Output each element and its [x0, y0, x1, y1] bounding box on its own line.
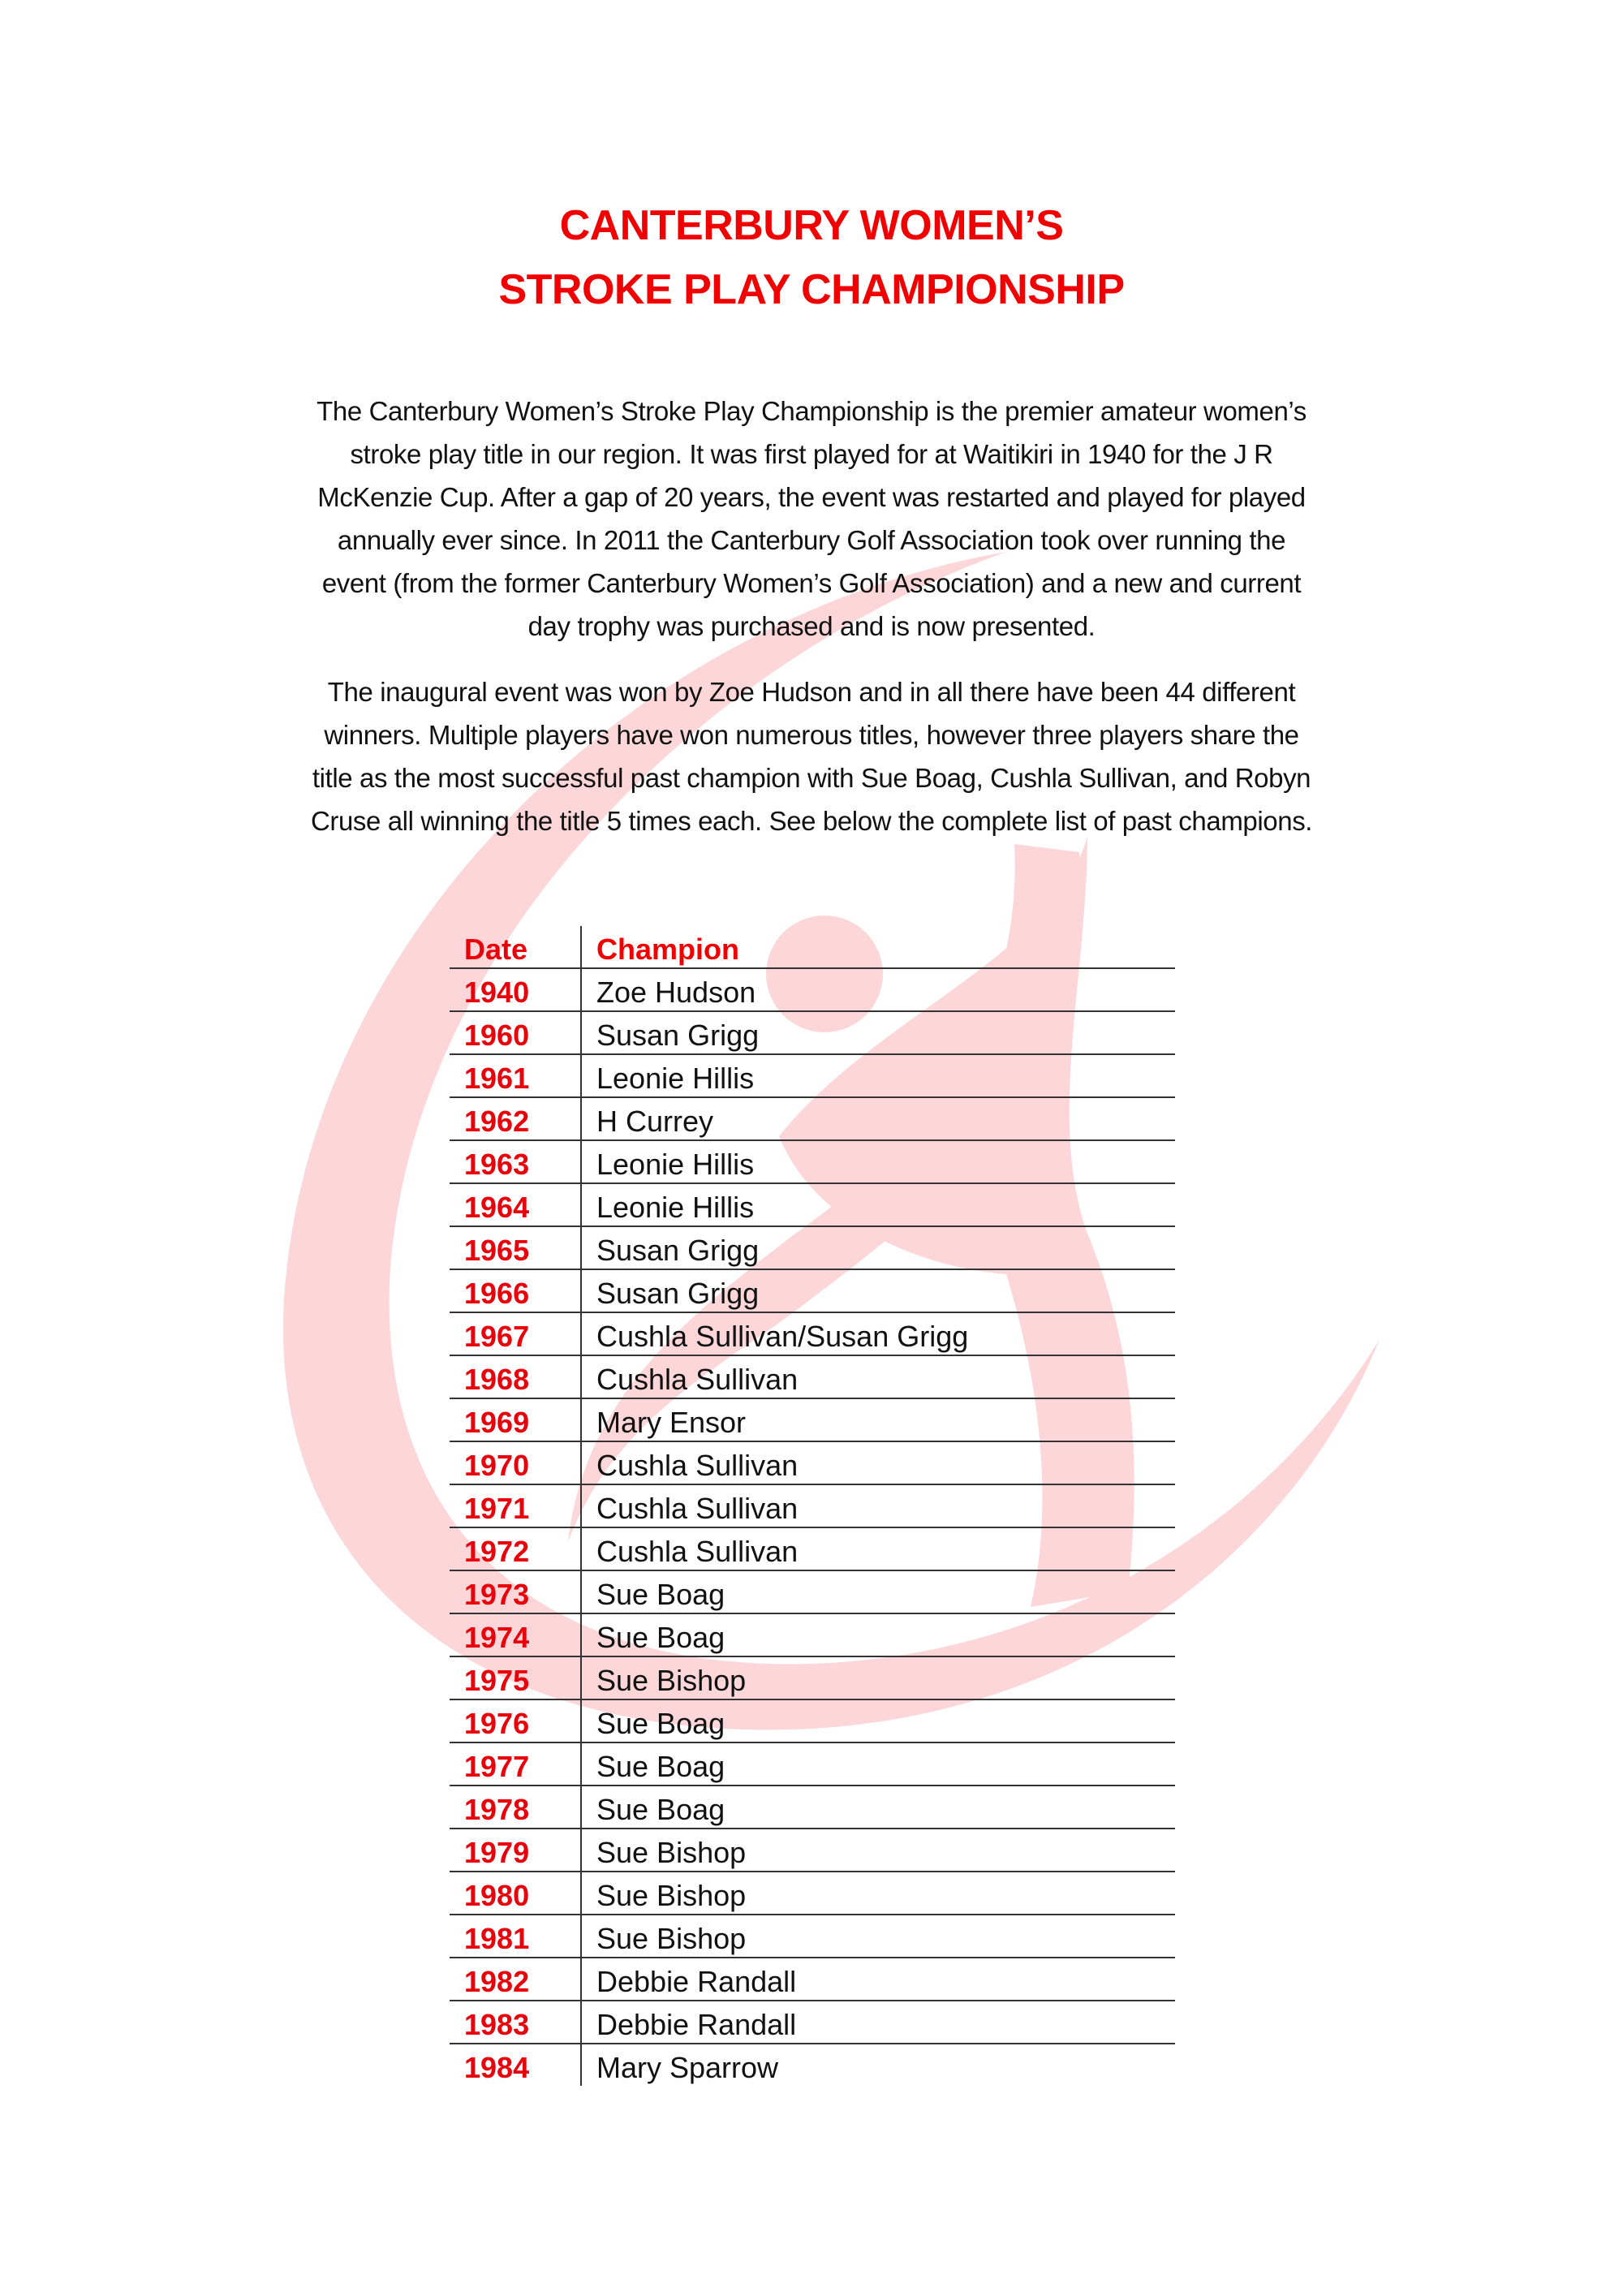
summary-paragraph — [179, 670, 1444, 842]
text-line: winners. Multiple players have won numerous titles, however three players share the — [324, 720, 1299, 750]
year-cell: 1960 — [450, 1011, 581, 1054]
text-line: The Canterbury Women’s Stroke Play Championship is the premier amateur women’s — [316, 396, 1307, 426]
table-row — [450, 1226, 1175, 1269]
champion-cell: Cushla Sullivan/Susan Grigg — [581, 1312, 1175, 1355]
table-row — [450, 1742, 1175, 1786]
date-column-header: Date — [450, 926, 581, 968]
champion-cell: H Currey — [581, 1097, 1175, 1140]
champion-cell: Cushla Sullivan — [581, 1484, 1175, 1527]
champion-cell: Susan Grigg — [581, 1269, 1175, 1312]
table-row — [450, 1570, 1175, 1613]
year-cell: 1963 — [450, 1140, 581, 1183]
table-row — [450, 1097, 1175, 1140]
champion-cell: Mary Sparrow — [596, 2051, 779, 2084]
champion-cell: Sue Bishop — [581, 1656, 1175, 1699]
champion-cell: Zoe Hudson — [581, 968, 1175, 1011]
year-cell: 1969 — [450, 1398, 581, 1441]
text-line: title as the most successful past champion with Sue Boag, Cushla Sullivan, and Robyn — [312, 763, 1311, 793]
year-cell: 1972 — [450, 1527, 581, 1570]
text-line: annually ever since. In 2011 the Canterbury Golf Association took over running the — [337, 525, 1286, 555]
year-cell: 1973 — [450, 1570, 581, 1613]
year-cell: 1940 — [450, 968, 581, 1011]
champion-cell: Sue Boag — [581, 1699, 1175, 1742]
champion-cell: Sue Bishop — [581, 1915, 1175, 1958]
table-row — [450, 1183, 1175, 1226]
page-title-line-1: CANTERBURY WOMEN’S — [559, 202, 1064, 249]
champion-cell: Leonie Hillis — [581, 1183, 1175, 1226]
champion-cell: Leonie Hillis — [581, 1140, 1175, 1183]
text-line: Cruse all winning the title 5 times each. See below the complete list of past champions. — [310, 806, 1313, 836]
champion-cell: Sue Boag — [581, 1786, 1175, 1829]
year-cell: 1964 — [450, 1183, 581, 1226]
year-cell: 1965 — [450, 1226, 581, 1269]
champion-column-header: Champion — [581, 926, 1175, 968]
table-row — [450, 1398, 1175, 1441]
champion-cell: Cushla Sullivan — [581, 1441, 1175, 1484]
year-cell: 1971 — [450, 1484, 581, 1527]
champion-cell: Debbie Randall — [581, 2001, 1175, 2044]
table-row — [450, 1054, 1175, 1097]
table-row — [450, 1527, 1175, 1570]
champion-cell: Sue Bishop — [581, 1829, 1175, 1872]
table-row — [450, 1872, 1175, 1915]
year-cell: 1982 — [450, 1958, 581, 2001]
table-row — [450, 1786, 1175, 1829]
year-cell: 1968 — [450, 1355, 581, 1398]
year-cell: 1976 — [450, 1699, 581, 1742]
table-row — [450, 1355, 1175, 1398]
champion-cell: Debbie Randall — [581, 1958, 1175, 2001]
table-row — [450, 1958, 1175, 2001]
year-cell: 1978 — [450, 1786, 581, 1829]
table-row — [450, 1269, 1175, 1312]
table-row — [450, 2044, 1175, 2086]
champion-cell: Cushla Sullivan — [581, 1355, 1175, 1398]
champion-cell: Susan Grigg — [581, 1226, 1175, 1269]
table-header-row — [450, 926, 1175, 968]
past-champions-table — [450, 926, 1175, 2086]
text-line: McKenzie Cup. After a gap of 20 years, the event was restarted and played for played — [317, 482, 1306, 512]
table-row — [450, 1699, 1175, 1742]
table-row — [450, 1613, 1175, 1656]
year-cell: 1975 — [450, 1656, 581, 1699]
text-line: event (from the former Canterbury Women’s Golf Association) and a new and current — [321, 568, 1302, 598]
year-cell: 1970 — [450, 1441, 581, 1484]
year-cell: 1979 — [450, 1829, 581, 1872]
year-cell: 1983 — [450, 2001, 581, 2044]
year-cell: 1974 — [450, 1613, 581, 1656]
year-cell: 1977 — [450, 1742, 581, 1786]
champion-cell: Susan Grigg — [581, 1011, 1175, 1054]
table-row — [450, 1656, 1175, 1699]
champion-cell: Cushla Sullivan — [581, 1527, 1175, 1570]
table-row — [450, 1484, 1175, 1527]
champion-cell: Sue Boag — [581, 1613, 1175, 1656]
year-cell: 1984 — [450, 2044, 581, 2086]
table-row — [450, 968, 1175, 1011]
table-row — [450, 1312, 1175, 1355]
table-row — [450, 1829, 1175, 1872]
champion-cell: Sue Boag — [581, 1570, 1175, 1613]
year-cell: 1961 — [450, 1054, 581, 1097]
text-line: The inaugural event was won by Zoe Hudson and in all there have been 44 different — [327, 677, 1296, 707]
page-title-line-2: STROKE PLAY CHAMPIONSHIP — [498, 266, 1125, 313]
champion-cell: Mary Ensor — [581, 1398, 1175, 1441]
year-cell: 1980 — [450, 1872, 581, 1915]
intro-paragraph — [179, 390, 1444, 648]
text-line: day trophy was purchased and is now presented. — [527, 611, 1096, 641]
champion-cell: Sue Bishop — [581, 1872, 1175, 1915]
champion-cell: Sue Boag — [581, 1742, 1175, 1786]
table-row — [450, 1441, 1175, 1484]
table-row — [450, 1140, 1175, 1183]
year-cell: 1967 — [450, 1312, 581, 1355]
champion-cell: Leonie Hillis — [581, 1054, 1175, 1097]
year-cell: 1981 — [450, 1915, 581, 1958]
year-cell: 1966 — [450, 1269, 581, 1312]
table-row — [450, 2001, 1175, 2044]
table-row — [450, 1011, 1175, 1054]
table-row — [450, 1915, 1175, 1958]
year-cell: 1962 — [450, 1097, 581, 1140]
text-line: stroke play title in our region. It was first played for at Waitikiri in 1940 for the J R — [350, 439, 1273, 469]
